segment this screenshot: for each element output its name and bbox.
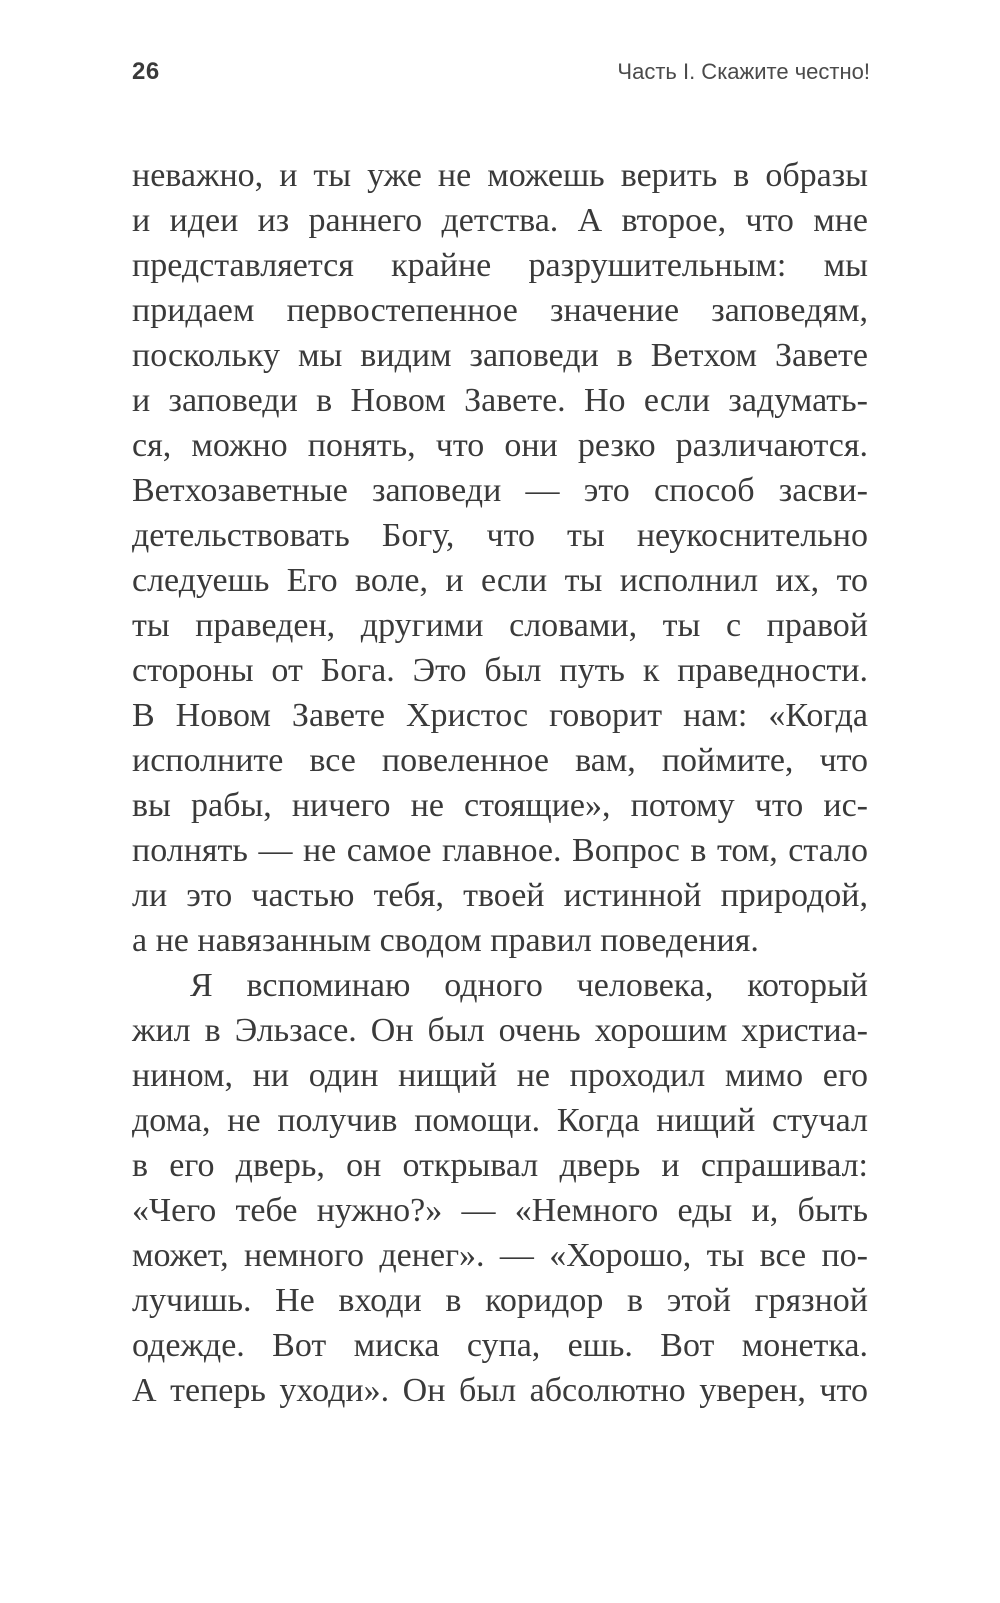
text-line: в его дверь, он открывал дверь и спрашивал: [132,1147,868,1184]
text-line: жил в Эльзасе. Он был очень хорошим христиа- [132,1012,868,1049]
text-line: придаем первостепенное значение заповедям, [132,292,868,329]
text-line: и заповеди в Новом Завете. Но если задумать- [132,382,868,419]
text-line: «Чего тебе нужно?» — «Немного еды и, быть [132,1192,868,1229]
text-line: лучишь. Не входи в коридор в этой грязной [132,1282,868,1319]
text-line: дома, не получив помощи. Когда нищий стучал [132,1102,868,1139]
text-line: представляется крайне разрушительным: мы [132,247,868,284]
text-line: ся, можно понять, что они резко различаются. [132,427,868,464]
text-line: неважно, и ты уже не можешь верить в образы [132,157,868,194]
text-line: вы рабы, ничего не стоящие», потому что ис- [132,787,868,824]
text-line: поскольку мы видим заповеди в Ветхом Завете [132,337,868,374]
text-line: Я вспоминаю одного человека, который [190,967,868,1004]
text-line: может, немного денег». — «Хорошо, ты все по- [132,1237,868,1274]
paragraph-2 [132,963,868,1413]
text-line: полнять — не самое главное. Вопрос в том, стало [132,832,868,869]
text-line: а не навязанным сводом правил поведения. [132,922,759,959]
text-line: ты праведен, другими словами, ты с правой [132,607,868,644]
text-line: стороны от Бога. Это был путь к праведности. [132,652,868,689]
running-header [132,58,870,98]
paragraph-1 [132,153,868,963]
text-line: и идеи из раннего детства. А второе, что мне [132,202,868,239]
text-line: А теперь уходи». Он был абсолютно уверен, что [132,1372,868,1409]
text-line: нином, ни один нищий не проходил мимо его [132,1057,868,1094]
running-title: Часть I. Скажите честно! [617,59,870,84]
text-line: ли это частью тебя, твоей истинной природой, [132,877,868,914]
page-number: 26 [132,58,160,85]
text-line: следуешь Его воле, и если ты исполнил их, то [132,562,868,599]
text-line: Ветхозаветные заповеди — это способ засви- [132,472,868,509]
text-line: исполните все повеленное вам, поймите, что [132,742,868,779]
text-line: одежде. Вот миска супа, ешь. Вот монетка. [132,1327,868,1364]
body-text [132,153,868,1413]
text-line: В Новом Завете Христос говорит нам: «Когда [132,697,868,734]
text-line: детельствовать Богу, что ты неукоснительно [132,517,868,554]
